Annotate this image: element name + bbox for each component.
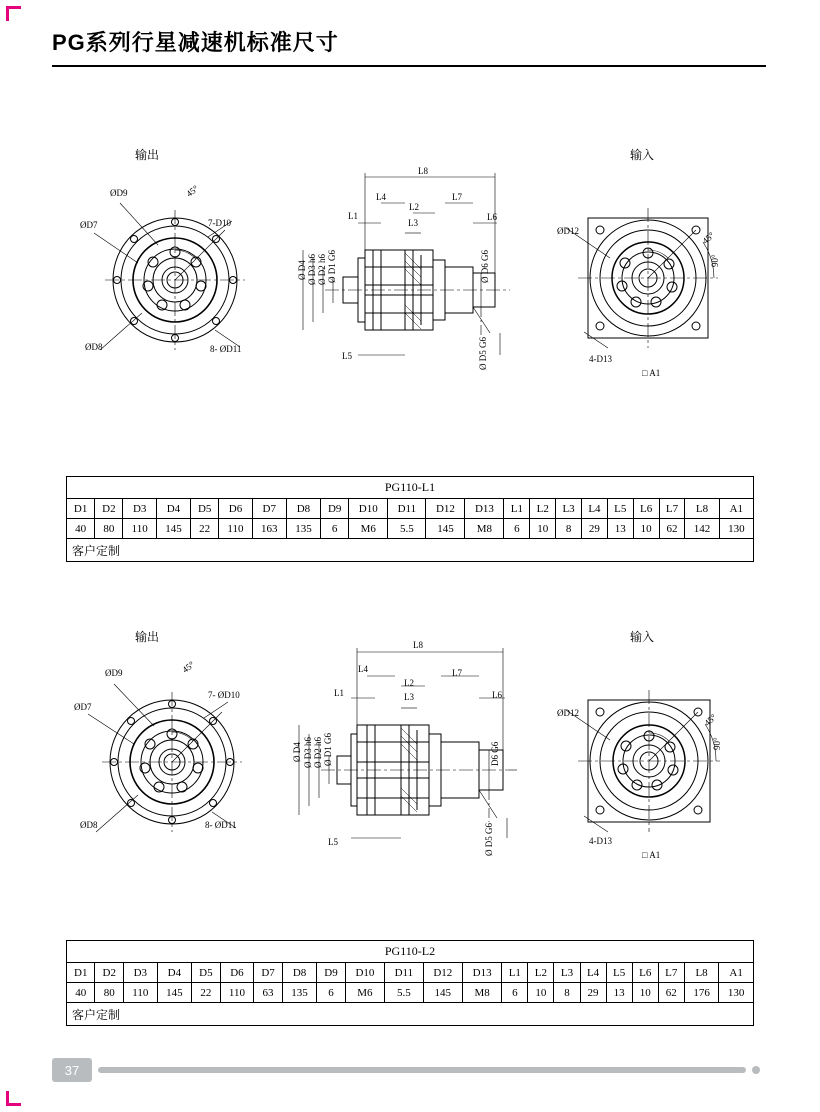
dim-l4-2: L4: [358, 664, 368, 674]
th: L4: [582, 499, 608, 519]
td: 110: [220, 983, 254, 1003]
td: 29: [580, 983, 606, 1003]
dim-l3-1: L3: [408, 218, 418, 228]
dim-8-d11-1: 8- ØD11: [210, 344, 242, 354]
crop-mark-top-left: [6, 6, 21, 21]
th: D2: [95, 499, 123, 519]
input-label-2: 输入: [630, 630, 655, 644]
td: 110: [123, 519, 156, 539]
th: D4: [157, 963, 191, 983]
td: 10: [530, 519, 556, 539]
input-face-drawing-2: [548, 662, 763, 862]
td: 6: [317, 983, 345, 1003]
th: D8: [282, 963, 316, 983]
td: M8: [462, 983, 501, 1003]
th: L7: [659, 499, 685, 519]
th: L3: [554, 963, 580, 983]
dim-l4-1: L4: [376, 192, 386, 202]
dim-d12-1: ØD12: [557, 226, 579, 236]
dim-d6-1: Ø D6 G6: [480, 250, 490, 283]
dim-d1-1: Ø D1 G6: [327, 250, 337, 283]
td: 22: [191, 519, 219, 539]
dim-d5-2: Ø D5 G6: [484, 823, 494, 856]
th: D2: [95, 963, 123, 983]
dim-45deg-r1: 45°: [700, 230, 717, 246]
th: L1: [502, 963, 528, 983]
th: L5: [607, 499, 633, 519]
dim-7-d10-2: 7- ØD10: [208, 690, 240, 700]
td: 40: [67, 519, 95, 539]
dim-d7-2: ØD7: [74, 702, 92, 712]
th: L5: [606, 963, 632, 983]
th: A1: [719, 499, 753, 519]
th: D5: [191, 499, 219, 519]
td: 40: [67, 983, 95, 1003]
dim-d8-1: ØD8: [85, 342, 103, 352]
output-face-drawing-1: [80, 175, 290, 375]
table-header-row: [67, 499, 754, 519]
dim-4-d13-2: 4-D13: [589, 836, 612, 846]
table-note: 客户定制: [67, 539, 754, 562]
dim-7-d10-1: 7-D10: [208, 218, 231, 228]
dim-90deg-1: 90°: [710, 254, 720, 267]
th: D12: [423, 963, 462, 983]
dim-d6-2: D6 G6: [490, 741, 500, 766]
page-footer: [52, 1058, 768, 1084]
th: L3: [556, 499, 582, 519]
dim-d7-1: ØD7: [80, 220, 98, 230]
th: D6: [219, 499, 252, 519]
th: D5: [192, 963, 220, 983]
td: 62: [658, 983, 684, 1003]
th: L8: [684, 963, 718, 983]
dim-l1-1: L1: [348, 211, 358, 221]
th: D11: [388, 499, 426, 519]
th: D10: [345, 963, 384, 983]
th: L8: [685, 499, 719, 519]
dim-d9-1: ØD9: [110, 188, 128, 198]
th: D9: [321, 499, 349, 519]
dim-l6-2: L6: [492, 690, 502, 700]
th: D13: [465, 499, 504, 519]
td: 62: [659, 519, 685, 539]
td: 130: [719, 519, 753, 539]
dim-d8-2: ØD8: [80, 820, 98, 830]
th: D9: [317, 963, 345, 983]
td: 163: [252, 519, 286, 539]
dim-45deg-r2: 45°: [702, 712, 719, 728]
td: 22: [192, 983, 220, 1003]
th: D3: [123, 499, 156, 519]
th: L2: [528, 963, 554, 983]
th: D4: [156, 499, 190, 519]
th: D8: [286, 499, 320, 519]
td: 13: [607, 519, 633, 539]
th: D1: [67, 499, 95, 519]
th: D6: [220, 963, 254, 983]
th: D12: [426, 499, 465, 519]
input-label-1: 输入: [630, 148, 655, 162]
td: 110: [123, 983, 157, 1003]
table-title: PG110-L1: [67, 477, 754, 499]
table-note: 客户定制: [67, 1003, 754, 1026]
dim-d3-1: Ø D3 h6: [307, 254, 317, 285]
dim-d5-1: Ø D5 G6: [478, 337, 488, 370]
dim-8-d11-2: 8- ØD11: [205, 820, 237, 830]
footer-dot: [752, 1066, 760, 1074]
td: 135: [286, 519, 320, 539]
table-row: [67, 519, 754, 539]
output-label-2: 输出: [135, 630, 160, 644]
header-rule: [52, 65, 766, 67]
dim-l5-1: L5: [342, 351, 352, 361]
td: 8: [556, 519, 582, 539]
td: 10: [528, 983, 554, 1003]
dim-a1-2: □ A1: [642, 850, 661, 860]
crop-mark-bottom-left: [6, 1091, 21, 1106]
dim-d12-2: ØD12: [557, 708, 579, 718]
dim-l7-2: L7: [452, 668, 462, 678]
td: 145: [423, 983, 462, 1003]
dim-d9-2: ØD9: [105, 668, 123, 678]
spec-table-2: [66, 940, 754, 1026]
dim-l1-2: L1: [334, 688, 344, 698]
output-label-1: 输出: [135, 148, 160, 162]
td: M6: [345, 983, 384, 1003]
th: D13: [462, 963, 501, 983]
th: D7: [252, 499, 286, 519]
page-header: [52, 26, 782, 67]
dim-d4-1: Ø D4: [297, 260, 307, 280]
th: L1: [504, 499, 530, 519]
td: M6: [349, 519, 388, 539]
th: L7: [658, 963, 684, 983]
spec-table-1: [66, 476, 754, 562]
page-title: PG系列行星减速机标准尺寸: [52, 30, 339, 55]
dim-l8-1: L8: [418, 166, 428, 176]
dim-l8-2: L8: [413, 640, 423, 650]
table-row: [67, 983, 754, 1003]
td: 63: [254, 983, 282, 1003]
table-header-row: [67, 963, 754, 983]
dim-d2-1: Ø D2 h6: [317, 254, 327, 285]
dim-45deg-2: 45°: [180, 659, 197, 675]
dim-90deg-2: 90°: [712, 737, 722, 750]
dim-d2-2: Ø D2 h6: [313, 737, 323, 768]
th: D7: [254, 963, 282, 983]
td: 10: [633, 519, 659, 539]
td: 80: [95, 983, 123, 1003]
th: L6: [632, 963, 658, 983]
dim-d3-2: Ø D3 h6: [303, 737, 313, 768]
dim-a1-1: □ A1: [642, 368, 661, 378]
td: M8: [465, 519, 504, 539]
td: 6: [504, 519, 530, 539]
td: 5.5: [385, 983, 424, 1003]
dim-l7-1: L7: [452, 192, 462, 202]
th: D3: [123, 963, 157, 983]
td: 8: [554, 983, 580, 1003]
td: 6: [502, 983, 528, 1003]
dim-l3-2: L3: [404, 692, 414, 702]
th: D10: [349, 499, 388, 519]
th: D1: [67, 963, 95, 983]
td: 110: [219, 519, 252, 539]
th: A1: [719, 963, 754, 983]
dim-d1-2: Ø D1 G6: [323, 733, 333, 766]
td: 145: [156, 519, 190, 539]
td: 176: [684, 983, 718, 1003]
page-number: 37: [52, 1058, 92, 1082]
input-face-drawing-1: [548, 180, 758, 380]
td: 135: [282, 983, 316, 1003]
dim-l2-1: L2: [409, 202, 419, 212]
td: 130: [719, 983, 754, 1003]
dim-4-d13-1: 4-D13: [589, 354, 612, 364]
table-title: PG110-L2: [67, 941, 754, 963]
th: D11: [385, 963, 424, 983]
td: 5.5: [388, 519, 426, 539]
th: L6: [633, 499, 659, 519]
td: 29: [582, 519, 608, 539]
td: 142: [685, 519, 719, 539]
td: 13: [606, 983, 632, 1003]
td: 10: [632, 983, 658, 1003]
th: L4: [580, 963, 606, 983]
dim-l2-2: L2: [404, 678, 414, 688]
td: 145: [157, 983, 191, 1003]
dim-d4-2: Ø D4: [292, 742, 302, 762]
dim-45deg-1: 45°: [184, 183, 201, 199]
td: 80: [95, 519, 123, 539]
output-face-drawing-2: [72, 660, 287, 860]
footer-bar: [98, 1067, 746, 1073]
dim-l6-1: L6: [487, 212, 497, 222]
th: L2: [530, 499, 556, 519]
dim-l5-2: L5: [328, 837, 338, 847]
td: 145: [426, 519, 465, 539]
td: 6: [321, 519, 349, 539]
